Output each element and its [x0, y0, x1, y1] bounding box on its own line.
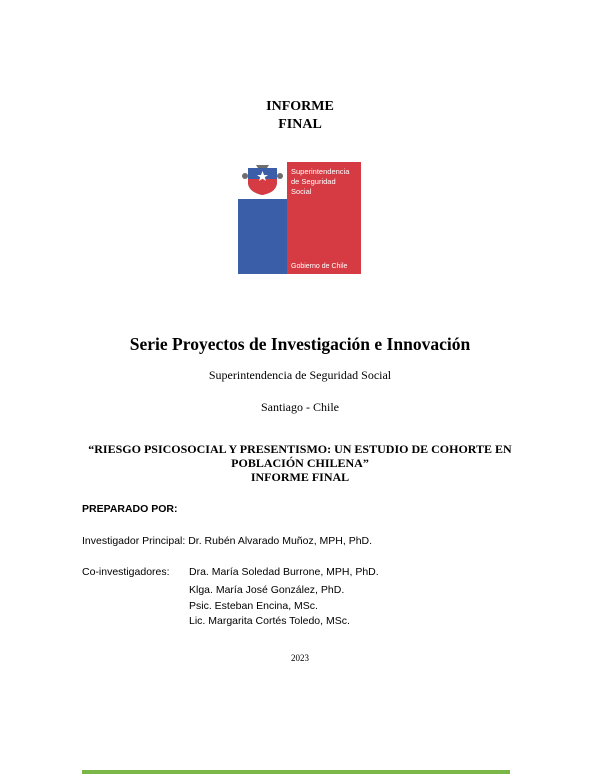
footer-rule	[82, 770, 510, 774]
co-investigator-4: Lic. Margarita Cortés Toledo, MSc.	[189, 615, 350, 627]
logo-agency-line-2: de Seguridad	[291, 177, 336, 186]
logo-government-name: Gobierno de Chile	[291, 263, 348, 270]
city-name: Santiago - Chile	[261, 400, 339, 414]
coat-of-arms-icon	[242, 164, 283, 197]
prepared-by-label: PREPARADO POR:	[82, 503, 178, 515]
logo-blue-panel	[238, 162, 287, 274]
study-title-line-2: POBLACIÓN CHILENA”	[231, 456, 369, 470]
logo-agency-name	[291, 167, 349, 197]
logo-white-block	[238, 162, 287, 199]
study-title-line-3: INFORME FINAL	[250, 470, 350, 484]
publication-year: 2023	[291, 653, 309, 663]
co-investigator-2: Klga. María José González, PhD.	[189, 584, 345, 596]
agency-logo	[238, 162, 361, 274]
logo-agency-line-1: Superintendencia	[291, 167, 350, 176]
series-title: Serie Proyectos de Investigación e Innovación	[129, 334, 471, 354]
logo-red-panel	[287, 162, 361, 274]
co-investigators-label: Co-investigadores:	[82, 566, 170, 578]
report-title	[0, 98, 600, 134]
principal-investigator: Investigador Principal: Dr. Rubén Alvarado Muñoz, MPH, PhD.	[82, 535, 373, 547]
logo-blue-block	[238, 199, 287, 274]
report-title-line-2: FINAL	[278, 117, 322, 132]
organization-name: Superintendencia de Seguridad Social	[208, 368, 392, 382]
study-title	[0, 442, 600, 484]
co-investigator-3: Psic. Esteban Encina, MSc.	[189, 600, 318, 612]
logo-agency-line-3: Social	[291, 187, 312, 196]
study-title-line-1: “RIESGO PSICOSOCIAL Y PRESENTISMO: UN ESTUDIO DE COHORTE EN	[88, 442, 512, 456]
report-title-line-1: INFORME	[266, 99, 334, 114]
co-investigator-1: Dra. María Soledad Burrone, MPH, PhD.	[189, 566, 379, 578]
